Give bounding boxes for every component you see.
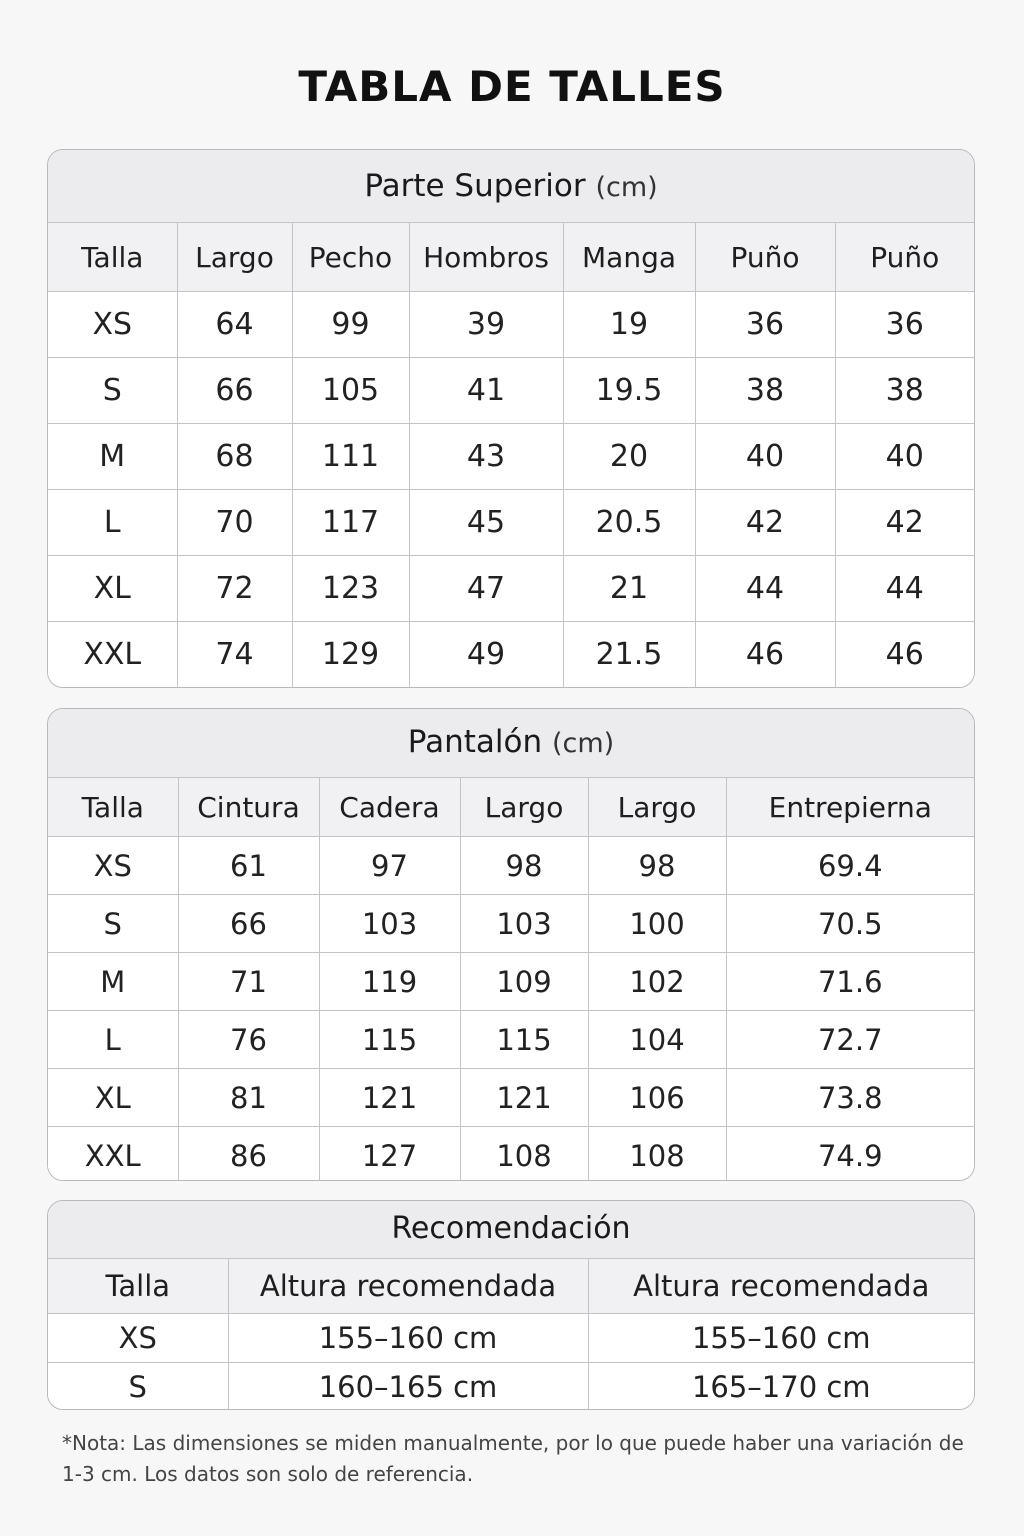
top-heading: Parte Superior [364, 168, 586, 204]
recommendation-column-header: Altura recomendada [228, 1259, 588, 1314]
top-value-cell: 46 [695, 622, 835, 688]
recommendation-table [48, 1259, 974, 1410]
top-card-title [48, 150, 974, 223]
recommendation-value-cell: 155–160 cm [228, 1314, 588, 1363]
top-value-cell: 38 [695, 358, 835, 424]
recommendation-size-cell: XS [48, 1314, 228, 1363]
footnote: *Nota: Las dimensiones se miden manualmente, por lo que puede haber una variación de 1-3 cm. Los datos son solo de referencia. [62, 1431, 964, 1486]
top-value-cell: 47 [409, 556, 563, 622]
top-column-header: Puño [695, 223, 835, 292]
pants-value-cell: 103 [319, 895, 460, 953]
pants-value-cell: 121 [319, 1069, 460, 1127]
pants-value-cell: 72.7 [726, 1011, 974, 1069]
pants-size-cell: S [48, 895, 178, 953]
top-column-header: Hombros [409, 223, 563, 292]
pants-value-cell: 97 [319, 837, 460, 895]
top-value-cell: 40 [695, 424, 835, 490]
top-value-cell: 123 [292, 556, 409, 622]
recommendation-size-cell: S [48, 1363, 228, 1411]
pants-value-cell: 66 [178, 895, 319, 953]
top-size-cell: XS [48, 292, 177, 358]
top-column-header: Largo [177, 223, 292, 292]
pants-size-cell: XL [48, 1069, 178, 1127]
pants-value-cell: 106 [588, 1069, 726, 1127]
pants-value-cell: 104 [588, 1011, 726, 1069]
pants-value-cell: 108 [588, 1127, 726, 1182]
top-value-cell: 105 [292, 358, 409, 424]
pants-value-cell: 71.6 [726, 953, 974, 1011]
pants-value-cell: 119 [319, 953, 460, 1011]
pants-size-card [47, 708, 975, 1181]
recommendation-card [47, 1200, 975, 1410]
top-size-cell: XL [48, 556, 177, 622]
pants-value-cell: 74.9 [726, 1127, 974, 1182]
pants-size-cell: XXL [48, 1127, 178, 1182]
top-column-header: Puño [835, 223, 974, 292]
top-unit: (cm) [595, 172, 658, 203]
pants-size-table [48, 778, 974, 1181]
pants-row [48, 953, 974, 1011]
top-value-cell: 20.5 [563, 490, 695, 556]
pants-value-cell: 98 [460, 837, 588, 895]
pants-value-cell: 86 [178, 1127, 319, 1182]
top-value-cell: 68 [177, 424, 292, 490]
pants-value-cell: 81 [178, 1069, 319, 1127]
pants-column-header: Entrepierna [726, 778, 974, 837]
pants-column-header: Largo [460, 778, 588, 837]
top-header-row [48, 223, 974, 292]
pants-value-cell: 115 [319, 1011, 460, 1069]
pants-value-cell: 102 [588, 953, 726, 1011]
recommendation-header-row [48, 1259, 974, 1314]
top-value-cell: 111 [292, 424, 409, 490]
top-value-cell: 46 [835, 622, 974, 688]
top-size-cell: L [48, 490, 177, 556]
pants-row [48, 1127, 974, 1182]
pants-size-cell: XS [48, 837, 178, 895]
pants-card-title [48, 709, 974, 778]
top-column-header: Manga [563, 223, 695, 292]
top-value-cell: 19.5 [563, 358, 695, 424]
pants-unit: (cm) [551, 728, 615, 759]
pants-value-cell: 98 [588, 837, 726, 895]
pants-column-header: Cintura [178, 778, 319, 837]
top-size-table [48, 223, 974, 687]
top-row [48, 424, 974, 490]
pants-value-cell: 61 [178, 837, 319, 895]
top-size-cell: M [48, 424, 177, 490]
pants-value-cell: 108 [460, 1127, 588, 1182]
top-size-cell: S [48, 358, 177, 424]
recommendation-column-header: Altura recomendada [588, 1259, 974, 1314]
pants-value-cell: 70.5 [726, 895, 974, 953]
recommendation-row [48, 1314, 974, 1363]
top-row [48, 292, 974, 358]
top-value-cell: 99 [292, 292, 409, 358]
recommendation-card-title [48, 1201, 974, 1259]
pants-value-cell: 73.8 [726, 1069, 974, 1127]
page-title: TABLA DE TALLES [298, 62, 726, 111]
top-value-cell: 41 [409, 358, 563, 424]
pants-column-header: Largo [588, 778, 726, 837]
pants-column-header: Talla [48, 778, 178, 837]
pants-row [48, 837, 974, 895]
pants-row [48, 1011, 974, 1069]
top-row [48, 556, 974, 622]
top-row [48, 622, 974, 688]
pants-value-cell: 76 [178, 1011, 319, 1069]
pants-row [48, 895, 974, 953]
top-value-cell: 117 [292, 490, 409, 556]
pants-size-cell: M [48, 953, 178, 1011]
top-size-cell: XXL [48, 622, 177, 688]
top-row [48, 358, 974, 424]
pants-heading: Pantalón [407, 724, 543, 760]
pants-row [48, 1069, 974, 1127]
top-value-cell: 42 [695, 490, 835, 556]
pants-size-cell: L [48, 1011, 178, 1069]
top-value-cell: 43 [409, 424, 563, 490]
top-value-cell: 72 [177, 556, 292, 622]
pants-value-cell: 109 [460, 953, 588, 1011]
top-value-cell: 70 [177, 490, 292, 556]
top-row [48, 490, 974, 556]
pants-header-row [48, 778, 974, 837]
pants-value-cell: 69.4 [726, 837, 974, 895]
recommendation-row [48, 1363, 974, 1411]
top-value-cell: 129 [292, 622, 409, 688]
top-value-cell: 74 [177, 622, 292, 688]
recommendation-value-cell: 160–165 cm [228, 1363, 588, 1411]
recommendation-value-cell: 165–170 cm [588, 1363, 974, 1411]
top-value-cell: 21.5 [563, 622, 695, 688]
top-column-header: Pecho [292, 223, 409, 292]
top-value-cell: 44 [695, 556, 835, 622]
top-value-cell: 21 [563, 556, 695, 622]
top-value-cell: 20 [563, 424, 695, 490]
top-value-cell: 42 [835, 490, 974, 556]
top-value-cell: 38 [835, 358, 974, 424]
top-value-cell: 45 [409, 490, 563, 556]
top-value-cell: 36 [695, 292, 835, 358]
top-value-cell: 39 [409, 292, 563, 358]
pants-value-cell: 71 [178, 953, 319, 1011]
pants-value-cell: 127 [319, 1127, 460, 1182]
pants-value-cell: 100 [588, 895, 726, 953]
pants-column-header: Cadera [319, 778, 460, 837]
top-value-cell: 36 [835, 292, 974, 358]
recommendation-value-cell: 155–160 cm [588, 1314, 974, 1363]
pants-value-cell: 103 [460, 895, 588, 953]
top-value-cell: 19 [563, 292, 695, 358]
top-size-card [47, 149, 975, 688]
pants-value-cell: 115 [460, 1011, 588, 1069]
top-value-cell: 49 [409, 622, 563, 688]
top-column-header: Talla [48, 223, 177, 292]
top-value-cell: 64 [177, 292, 292, 358]
top-value-cell: 40 [835, 424, 974, 490]
top-value-cell: 44 [835, 556, 974, 622]
recommendation-heading: Recomendación [391, 1211, 631, 1246]
top-value-cell: 66 [177, 358, 292, 424]
recommendation-column-header: Talla [48, 1259, 228, 1314]
pants-value-cell: 121 [460, 1069, 588, 1127]
